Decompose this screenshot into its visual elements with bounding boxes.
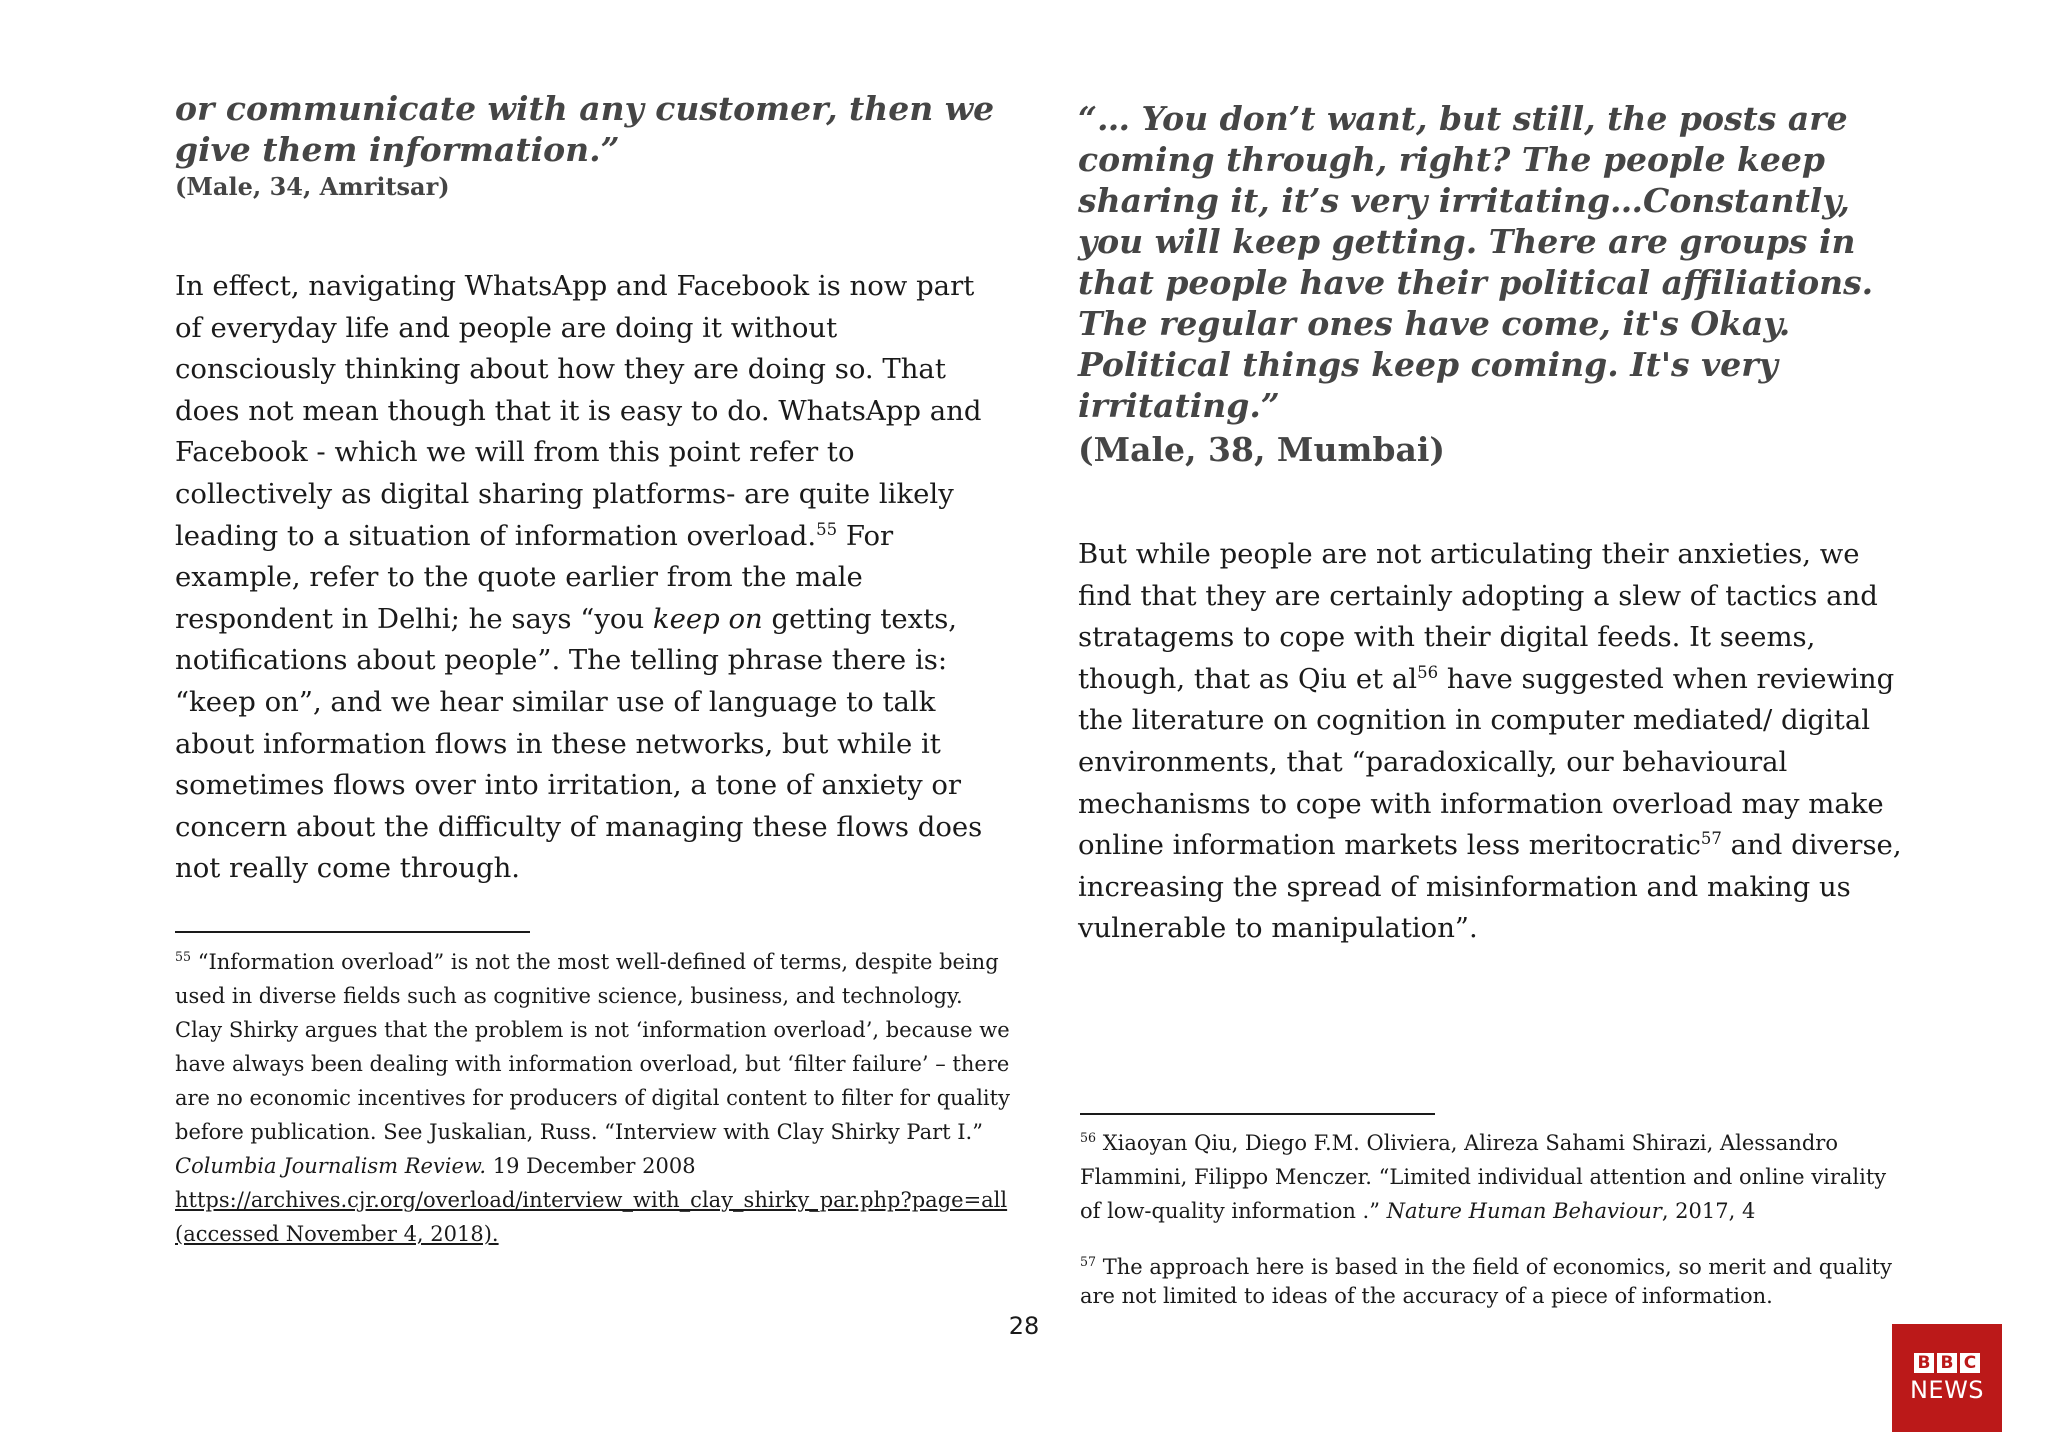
footnote-divider <box>175 931 530 933</box>
footnote-italic: Nature Human Behaviour <box>1386 1199 1662 1223</box>
body-text-segment: For example, refer to the quote earlier from the male respondent in Delhi; he says “you <box>175 519 894 635</box>
right-column <box>1078 98 1908 950</box>
footnote-link[interactable]: https://archives.cjr.org/overload/interview_with_clay_shirky_par.php?page=all (accessed November 4, 2018). <box>175 1188 1008 1246</box>
footnote-number: 57 <box>1080 1254 1097 1269</box>
body-text-italic: keep on <box>652 602 763 635</box>
footnote-text: 19 December 2008 <box>486 1154 696 1178</box>
footnote-text: The approach here is based in the field of economics, so merit and quality are not limited to ideas of the accuracy of a piece of information. <box>1080 1255 1893 1308</box>
body-paragraph <box>175 266 1005 890</box>
pull-quote: or communicate with any customer, then we give them information.” <box>175 89 995 169</box>
bbc-letter-block: B <box>1914 1353 1934 1373</box>
body-text-segment: getting texts, notifications about people”. The telling phrase there is: “keep on”, and we hear similar use of language to talk about information flows in these networks, but while it sometimes flows over into irritation, a tone of anxiety or concern about the difficulty of managing these flows does not really come through. <box>175 602 983 885</box>
body-text-segment: and diverse, increasing the spread of misinformation and making us vulnerable to manipulation”. <box>1078 829 1902 945</box>
pull-quote: “… You don’t want, but still, the posts are coming through, right? The people keep sharing it, it’s very irritating…Constantly, you will keep getting. There are groups in that people have their political affiliations. The regular ones have come, it's Okay. Political things keep coming. It's very irritating.” <box>1078 99 1874 425</box>
page-number: 28 <box>1008 1312 1040 1340</box>
footnote-italic: Columbia Journalism Review. <box>175 1154 487 1178</box>
footnote-number: 55 <box>175 949 192 964</box>
footnote-divider <box>1080 1113 1435 1115</box>
quote-attribution: (Male, 38, Mumbai) <box>1078 430 1445 469</box>
footnote-text: , 2017, 4 <box>1661 1199 1756 1223</box>
bbc-news-logo <box>1892 1324 2002 1432</box>
body-paragraph <box>1078 534 1908 950</box>
footnote-ref-56[interactable]: 56 <box>1417 662 1439 682</box>
footnote-56 <box>1080 1126 1910 1228</box>
footnote-ref-55[interactable]: 55 <box>816 519 838 539</box>
quote-attribution: (Male, 34, Amritsar) <box>175 172 450 201</box>
footnote-text: Xiaoyan Qiu, Diego F.M. Oliviera, Alireza Sahami Shirazi, Alessandro Flammini, Filippo Menczer. “Limited individual attention and online virality of low-quality information .” <box>1080 1131 1887 1223</box>
footnote-text: “Information overload” is not the most well-defined of terms, despite being used in diverse fields such as cognitive science, business, and technology. Clay Shirky argues that the problem is not ‘information overload’, because we have always been dealing with information overload, but ‘filter failure’ – there are no economic incentives for producers of digital content to filter for quality before publication. See Juskalian, Russ. “Interview with Clay Shirky Part I.” <box>175 950 1010 1144</box>
body-text-segment: In effect, navigating WhatsApp and Facebook is now part of everyday life and people are doing it without consciously thinking about how they are doing so. That does not mean though that it is easy to do. WhatsApp and Facebook - which we will from this point refer to collectively as digital sharing platforms- are quite likely leading to a situation of information overload. <box>175 270 982 552</box>
footnote-55 <box>175 945 1010 1251</box>
bbc-news-word: NEWS <box>1909 1376 1985 1404</box>
bbc-letter-block: C <box>1960 1353 1980 1373</box>
footnote-number: 56 <box>1080 1130 1097 1145</box>
footnote-57 <box>1080 1253 1910 1311</box>
bbc-blocks <box>1914 1353 1980 1373</box>
left-column <box>175 88 1005 890</box>
footnote-ref-57[interactable]: 57 <box>1700 829 1722 848</box>
body-text-segment: have suggested when reviewing the literature on cognition in computer mediated/ digital environments, that “paradoxically, our behavioural mechanisms to cope with information overload may make online information markets less meritocratic <box>1078 662 1895 862</box>
bbc-letter-block: B <box>1937 1353 1957 1373</box>
body-text-segment: But while people are not articulating their anxieties, we find that they are certainly adopting a slew of tactics and stratagems to cope with their digital feeds. It seems, though, that as Qiu et al <box>1078 538 1878 695</box>
